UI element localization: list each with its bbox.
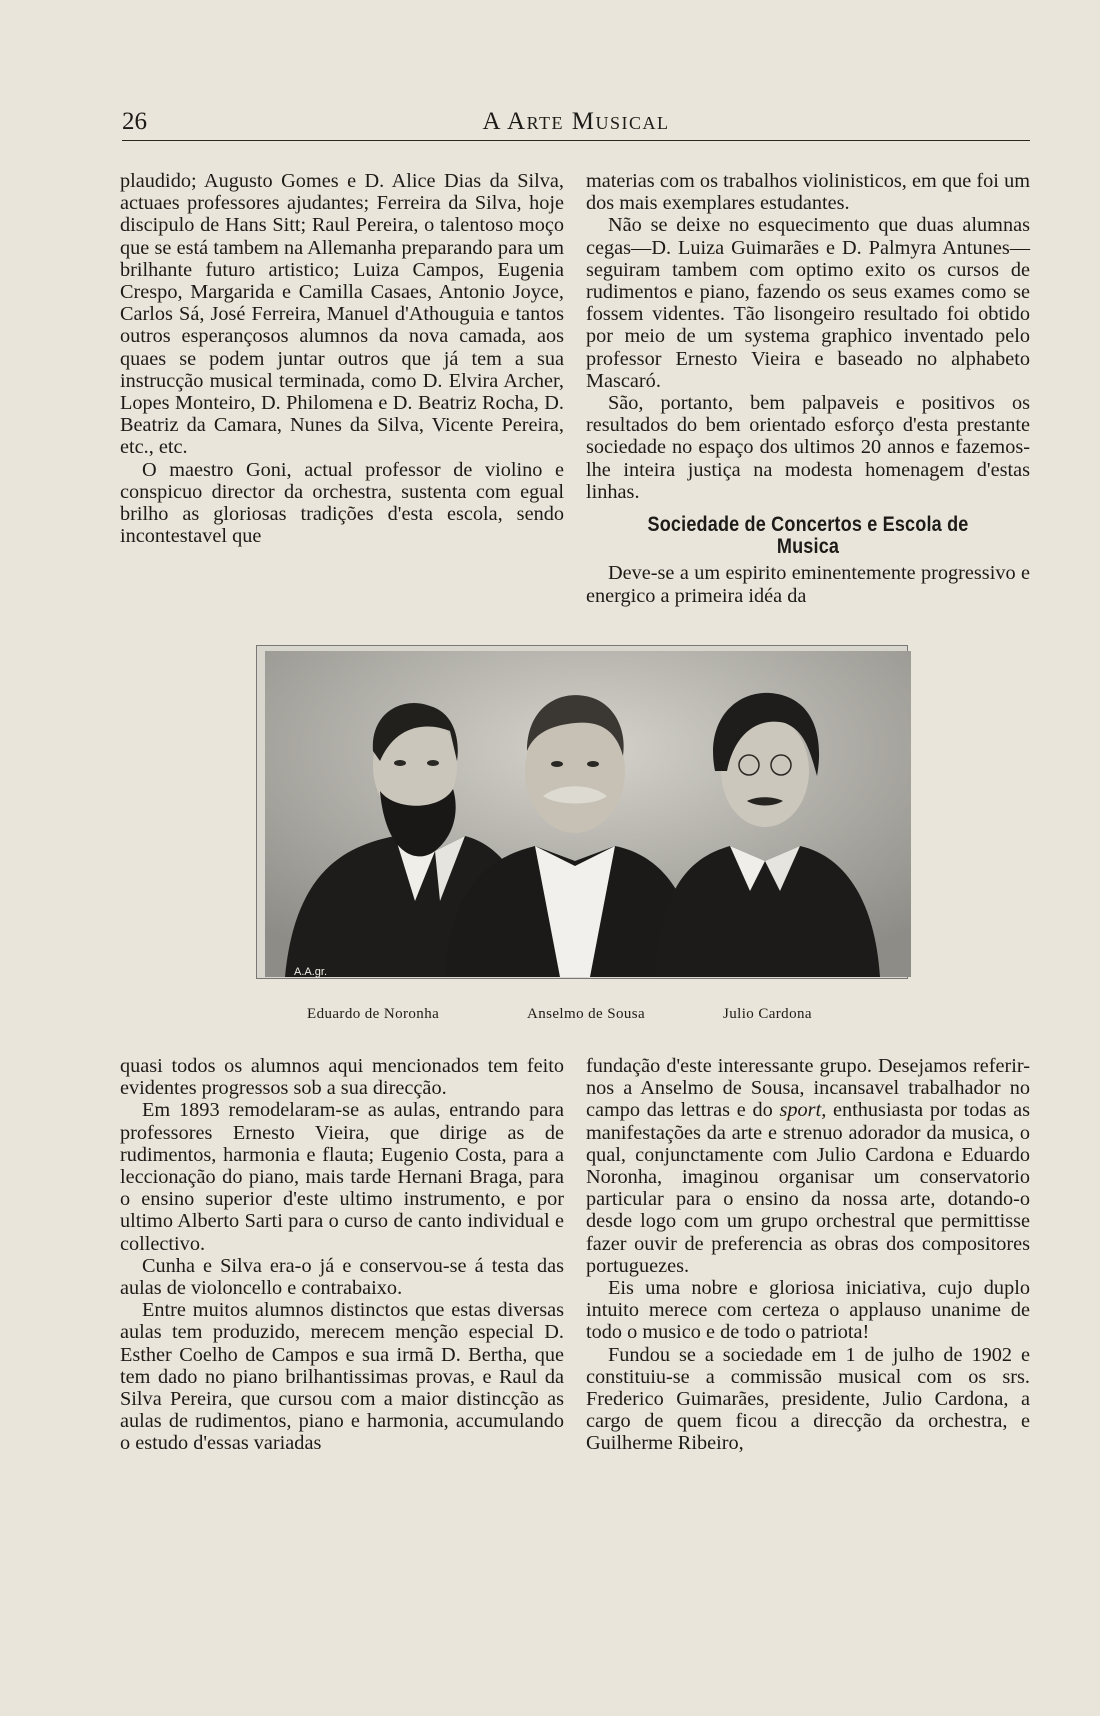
- column-top-right: [586, 170, 1030, 607]
- column-bottom-left: [120, 1055, 564, 1455]
- column-bottom-right: [586, 1055, 1030, 1455]
- text-run: fundação d'este interessante grupo. Desejamos referir-nos a Anselmo de Sousa, incansavel trabalhador no campo das lettras e do: [586, 1055, 1030, 1122]
- paragraph: plaudido; Augusto Gomes e D. Alice Dias da Silva, actuaes professores ajudantes; Ferreira da Silva, hoje discipulo de Hans Sitt; Raul Pereira, o talentoso moço que se está tambem na Allemanha preparando para um brilhante futuro artistico; Luiza Campos, Eugenia Crespo, Margarida e Camilla Casaes, Antonio Joyce, Carlos Sá, José Ferreira, Manuel d'Athouguia e tantos outros esperançosos alumnos da nova camada, aos quaes se podem juntar outros que já tem a sua instrucção musical terminada, como D. Elvira Archer, Lopes Monteiro, D. Philomena e D. Beatriz Rocha, D. Beatriz da Camara, Nunes da Silva, Vicente Pereira, etc., etc.: [120, 170, 564, 459]
- section-heading: Sociedade de Concertos e Escola de Musica: [647, 513, 969, 559]
- paragraph: quasi todos os alumnos aqui mencionados tem feito evidentes progressos sob a sua direcção.: [120, 1055, 564, 1100]
- column-top-left: [120, 170, 564, 547]
- paragraph: Não se deixe no esquecimento que duas alumnas cegas—D. Luiza Guimarães e D. Palmyra Antunes—seguiram tambem com optimo exito os cursos de rudimentos e piano, fazendo os seus exames como se fossem videntes. Tão lisongeiro resultado foi obtido por meio de um systema graphico inventado pelo professor Ernesto Vieira e baseado no alphabeto Mascaró.: [586, 214, 1030, 392]
- paragraph: O maestro Goni, actual professor de violino e conspicuo director da orchestra, sustenta com egual brilho as gloriosas tradições d'esta escola, sendo incontestavel que: [120, 458, 564, 548]
- paragraph: Deve-se a um espirito eminentemente progressivo e energico a primeira idéa da: [586, 562, 1030, 607]
- portrait-photo: [265, 651, 911, 977]
- portrait-photo-frame: [256, 645, 908, 979]
- paragraph: Eis uma nobre e gloriosa iniciativa, cujo duplo intuito merece com certeza o applauso unanime de todo o musico e de todo o patriota!: [586, 1277, 1030, 1344]
- paragraph: materias com os trabalhos violinisticos, em que foi um dos mais exemplares estudantes.: [586, 170, 1030, 215]
- photo-caption: Julio Cardona: [723, 1006, 812, 1022]
- photo-caption: Anselmo de Sousa: [527, 1006, 646, 1022]
- paragraph: São, portanto, bem palpaveis e positivos os resultados do bem orientado esforço d'esta prestante sociedade no espaço dos ultimos 20 annos e fazemos-lhe inteira justiça na modesta homenagem d'estas linhas.: [586, 392, 1030, 503]
- paragraph: Entre muitos alumnos distinctos que estas diversas aulas tem produzido, merecem menção especial D. Esther Coelho de Campos e sua irmã D. Bertha, que tem dado no piano brilhantissimas provas, e Raul da Silva Pereira, que cursou com a maior distincção as aulas de rudimentos, piano e harmonia, accumulando o estudo d'essas variadas: [120, 1299, 564, 1455]
- engraver-mark: A.A.gr.: [294, 966, 328, 978]
- text-run: enthusiasta por todas as manifestações da arte e strenuo adorador da musica, o qual, conjunctamente com Julio Cardona e Eduardo Noronha, imaginou organisar um conservatorio particular para o ensino da nossa arte, dotando-o desde logo com um grupo orchestral que permittisse fazer ouvir de preferencia as obras dos compositores portuguezes.: [586, 1099, 1030, 1277]
- paragraph: Cunha e Silva era-o já e conservou-se á testa das aulas de violoncello e contrabaixo.: [120, 1254, 564, 1300]
- paragraph: Em 1893 remodelaram-se as aulas, entrando para professores Ernesto Vieira, que dirige as de rudimentos, harmonia e flauta; Eugenio Costa, para a leccionação do piano, mais tarde Hernani Braga, para o ensino superior d'este ultimo instrumento, e por ultimo Alberto Sarti para o curso de canto individual e collectivo.: [120, 1099, 564, 1255]
- page-number: 26: [122, 108, 147, 135]
- paragraph: [586, 1055, 1030, 1277]
- page-header: [122, 104, 1030, 141]
- paragraph: Fundou se a sociedade em 1 de julho de 1902 e constituiu-se a commissão musical com os srs. Frederico Guimarães, presidente, Julio Cardona, a cargo de quem ficou a direcção da orchestra, e Guilherme Ribeiro,: [586, 1343, 1030, 1455]
- italic-word: sport,: [779, 1099, 827, 1122]
- running-title: A Arte Musical: [482, 108, 670, 135]
- photo-caption: Eduardo de Noronha: [307, 1006, 440, 1022]
